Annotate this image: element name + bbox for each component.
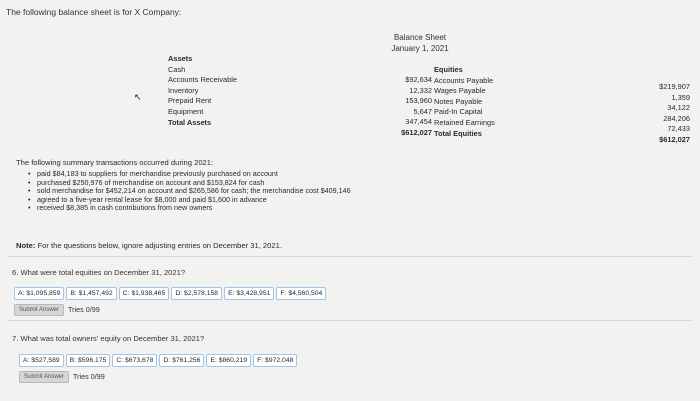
- equity-label: Paid-In Capital: [434, 107, 483, 117]
- summary-lead: The following summary transactions occurred during 2021:: [16, 158, 214, 167]
- balance-sheet-date: January 1, 2021: [391, 44, 449, 53]
- answer-option-f[interactable]: F: $972,048: [253, 354, 297, 367]
- note: [16, 241, 282, 250]
- equity-label: Notes Payable: [434, 96, 483, 106]
- balance-sheet-title: Balance Sheet: [393, 33, 447, 42]
- list-item: • sold merchandise for $452,214 on account and $265,586 for cash; the merchandise cost $409,146: [28, 187, 351, 196]
- total-assets-label: Total Assets: [168, 117, 212, 127]
- total-assets-value: $612,027: [401, 127, 432, 137]
- intro-text: The following balance sheet is for X Company:: [6, 7, 182, 17]
- asset-value: 5,647: [413, 106, 432, 116]
- asset-labels: [168, 54, 237, 128]
- asset-value: 153,960: [405, 96, 432, 106]
- equity-label: Wages Payable: [434, 86, 486, 96]
- answer-option-e[interactable]: E: $860,219: [206, 354, 251, 367]
- answer-option-e[interactable]: E: $3,428,951: [224, 287, 274, 300]
- answer-option-b[interactable]: B: $1,457,492: [66, 287, 116, 300]
- mouse-cursor-icon: ↖: [134, 92, 142, 102]
- total-equities-label: Total Equities: [434, 128, 482, 138]
- question-7-options: [19, 354, 297, 367]
- asset-label: Prepaid Rent: [168, 96, 212, 106]
- balance-sheet-header: [370, 32, 470, 54]
- question-6-text: 6. What were total equities on December 31, 2021?: [12, 268, 186, 277]
- divider: [8, 256, 692, 257]
- note-label: Note:: [16, 241, 36, 250]
- tries-counter: Tries 0/99: [73, 372, 105, 381]
- asset-label: Cash: [168, 64, 186, 74]
- equity-value: 1,359: [671, 92, 690, 102]
- answer-option-a[interactable]: A: $527,589: [19, 354, 64, 367]
- equity-value: 72,433: [667, 124, 690, 134]
- equity-labels: [434, 65, 495, 139]
- assets-heading: Assets: [168, 54, 193, 63]
- note-text: For the questions below, ignore adjusting entries on December 31, 2021.: [35, 241, 282, 250]
- answer-option-f[interactable]: F: $4,560,504: [276, 287, 326, 300]
- list-item: • paid $84,183 to suppliers for merchandise previously purchased on account: [28, 170, 351, 179]
- asset-label: Equipment: [168, 106, 204, 116]
- asset-value: 347,454: [405, 117, 432, 127]
- equity-values: [640, 82, 690, 146]
- list-item: • received $8,385 in cash contributions from new owners: [28, 204, 351, 213]
- submit-answer-button[interactable]: Submit Answer: [14, 304, 64, 316]
- list-item: • agreed to a five-year rental lease for $8,000 and paid $1,600 in advance: [28, 196, 351, 205]
- answer-option-d[interactable]: D: $2,578,158: [171, 287, 222, 300]
- asset-value: 12,332: [409, 85, 432, 95]
- answer-option-a[interactable]: A: $1,095,859: [14, 287, 64, 300]
- submit-answer-button[interactable]: Submit Answer: [19, 371, 69, 383]
- answer-option-c[interactable]: C: $1,938,465: [119, 287, 170, 300]
- question-6-options: [14, 287, 326, 300]
- equity-value: $219,907: [659, 82, 690, 91]
- equity-value: 34,122: [667, 103, 690, 113]
- transactions-list: [28, 170, 351, 213]
- list-item: • purchased $250,976 of merchandise on account and $153,824 for cash: [28, 179, 351, 188]
- equity-label: Retained Earnings: [434, 117, 495, 127]
- equity-label: Accounts Payable: [434, 75, 494, 85]
- answer-option-b[interactable]: B: $596,175: [66, 354, 111, 367]
- total-equities-value: $612,027: [659, 134, 690, 144]
- divider: [8, 320, 692, 321]
- asset-label: Accounts Receivable: [168, 75, 238, 85]
- asset-label: Inventory: [168, 85, 199, 95]
- equities-heading: Equities: [434, 65, 463, 74]
- asset-values: [378, 75, 432, 139]
- asset-value: $92,634: [405, 75, 432, 84]
- tries-counter: Tries 0/99: [68, 305, 100, 314]
- question-7-text: 7. What was total owners' equity on December 31, 2021?: [12, 334, 205, 343]
- equity-value: 284,206: [663, 113, 690, 123]
- answer-option-c[interactable]: C: $673,678: [112, 354, 157, 367]
- answer-option-d[interactable]: D: $761,256: [159, 354, 204, 367]
